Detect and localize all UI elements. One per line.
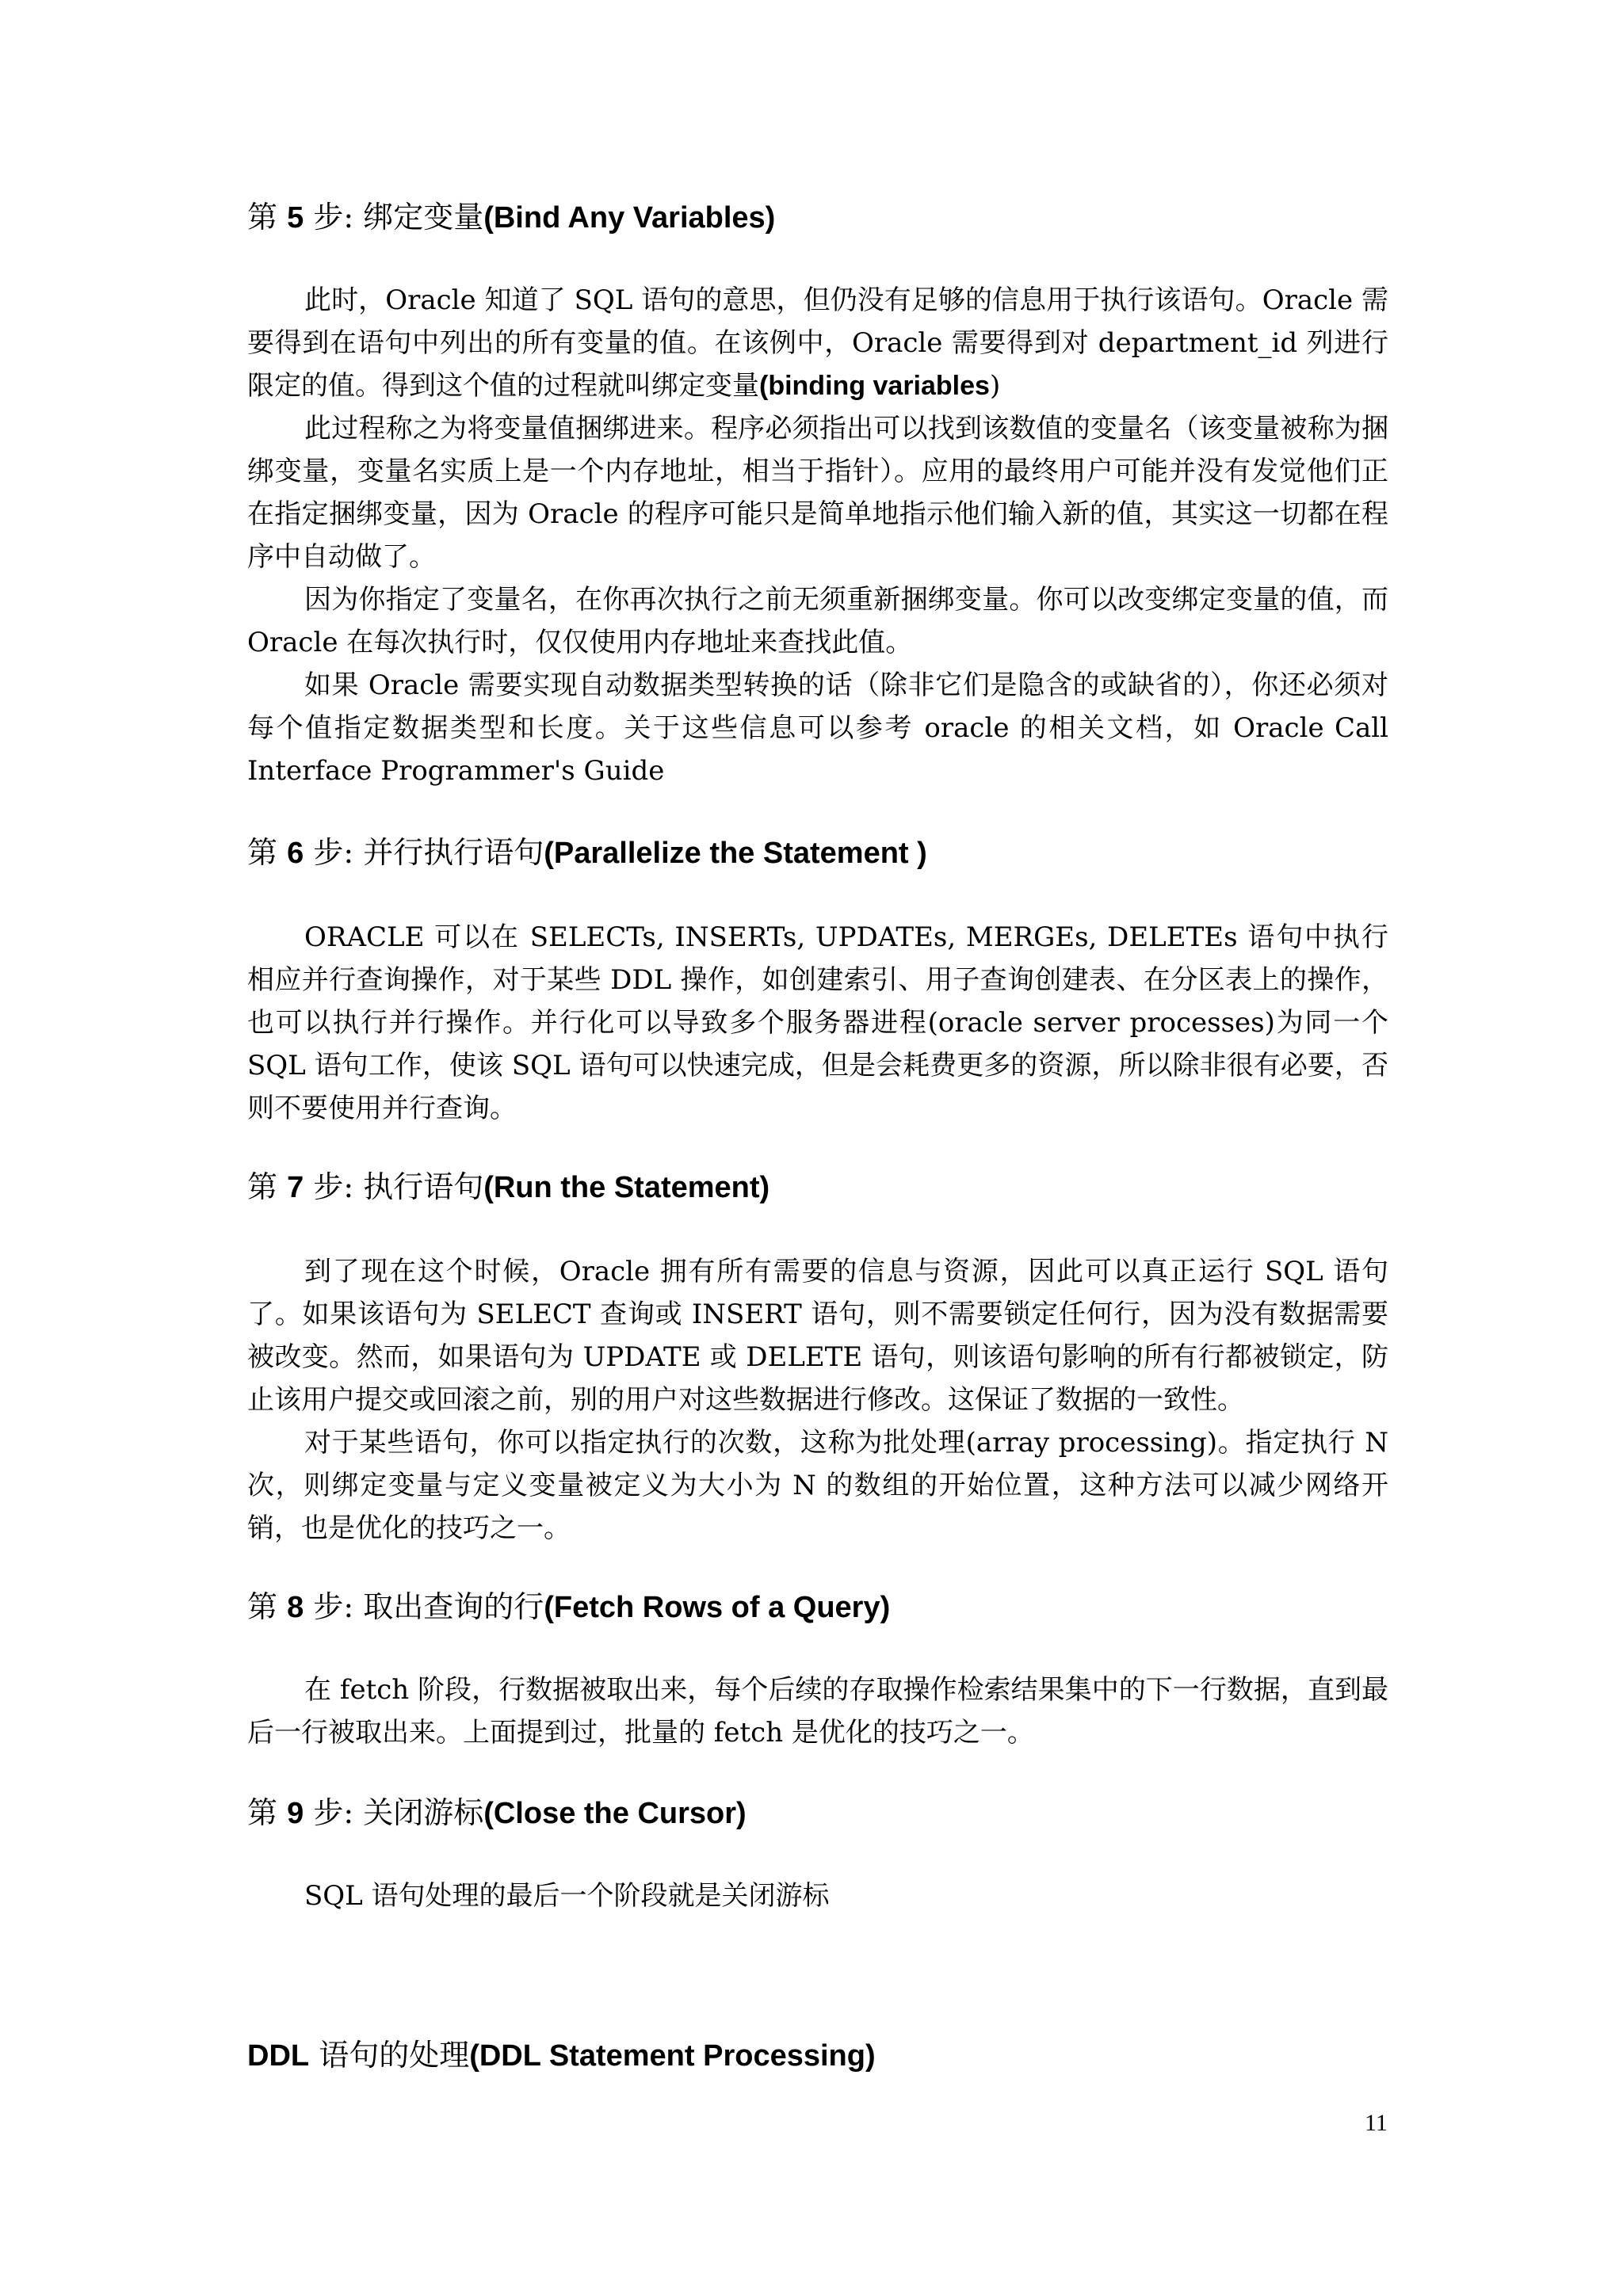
bold-term: (binding variables <box>759 371 990 401</box>
section-step-9 <box>247 1792 1388 1834</box>
heading-english: (Fetch Rows of a Query) <box>544 1591 891 1624</box>
step-number: 5 <box>287 201 304 235</box>
section-step-7-body <box>247 1250 1388 1550</box>
section-step-6 <box>247 832 1388 874</box>
heading-english: DDL <box>247 2039 310 2073</box>
section-step-6-body <box>247 916 1388 1130</box>
step-number: 6 <box>287 837 304 870</box>
heading-step-7 <box>247 1166 1388 1208</box>
heading-step-9 <box>247 1792 1388 1834</box>
step-number: 9 <box>287 1797 304 1830</box>
heading-prefix: 第 <box>247 1795 288 1830</box>
heading-english: (Close the Cursor) <box>483 1797 747 1830</box>
section-step-8 <box>247 1586 1388 1628</box>
section-ddl <box>247 2035 1388 2077</box>
paragraph-text: 此时，Oracle 知道了 SQL 语句的意思，但仍没有足够的信息用于执行该语句。Oracle 需要得到在语句中列出的所有变量的值。在该例中，Oracle 需要得到对 department_id 列进行限定的值。得到这个值的过程就叫绑定变量 <box>247 284 1388 402</box>
heading-english: (Bind Any Variables) <box>483 201 776 235</box>
heading-prefix: 第 <box>247 1589 288 1624</box>
heading-prefix: 第 <box>247 200 288 235</box>
paragraph: 如果 Oracle 需要实现自动数据类型转换的话（除非它们是隐含的或缺省的），你还必须对每个值指定数据类型和长度。关于这些信息可以参考 oracle 的相关文档，如 Oracle Call Interface Programmer's Guide <box>247 669 1388 787</box>
section-step-8-body <box>247 1669 1388 1754</box>
section-step-5 <box>247 196 1388 238</box>
paragraph: 因为你指定了变量名，在你再次执行之前无须重新捆绑变量。你可以改变绑定变量的值，而 Oracle 在每次执行时，仅仅使用内存地址来查找此值。 <box>247 584 1388 658</box>
heading-title: 语句的处理 <box>309 2038 470 2073</box>
paragraph: ORACLE 可以在 SELECTs, INSERTs, UPDATEs, MERGEs, DELETEs 语句中执行相应并行查询操作，对于某些 DDL 操作，如创建索引、用子查询创建表、在分区表上的操作，也可以执行并行操作。并行化可以导致多个服务器进程(oracle server processes)为同一个 SQL 语句工作，使该 SQL 语句可以快速完成，但是会耗费更多的资源，所以除非很有必要，否则不要使用并行查询。 <box>247 921 1388 1124</box>
heading-title: 步: 取出查询的行 <box>304 1589 544 1624</box>
paragraph-text: ) <box>989 370 1001 402</box>
heading-english: (Parallelize the Statement ) <box>544 837 927 870</box>
heading-title: 步: 并行执行语句 <box>304 835 544 870</box>
heading-ddl <box>247 2035 1388 2077</box>
step-number: 8 <box>287 1591 304 1624</box>
heading-english: (Run the Statement) <box>483 1171 770 1204</box>
section-step-7 <box>247 1166 1388 1208</box>
page-number: 11 <box>1365 2110 1388 2136</box>
paragraph: SQL 语句处理的最后一个阶段就是关闭游标 <box>304 1880 830 1912</box>
heading-prefix: 第 <box>247 1169 288 1204</box>
heading-title: 步: 执行语句 <box>304 1169 484 1204</box>
heading-step-5 <box>247 196 1388 238</box>
heading-step-6 <box>247 832 1388 874</box>
heading-step-8 <box>247 1586 1388 1628</box>
paragraph <box>247 279 1388 407</box>
paragraph: 此过程称之为将变量值捆绑进来。程序必须指出可以找到该数值的变量名（该变量被称为捆绑变量，变量名实质上是一个内存地址，相当于指针）。应用的最终用户可能并没有发觉他们正在指定捆绑变量，因为 Oracle 的程序可能只是简单地指示他们输入新的值，其实这一切都在程序中自动做了。 <box>247 413 1388 573</box>
heading-title: 步: 关闭游标 <box>304 1795 484 1830</box>
heading-title: 步: 绑定变量 <box>304 200 484 235</box>
paragraph: 在 fetch 阶段，行数据被取出来，每个后续的存取操作检索结果集中的下一行数据，直到最后一行被取出来。上面提到过，批量的 fetch 是优化的技巧之一。 <box>247 1674 1388 1749</box>
paragraph: 到了现在这个时候，Oracle 拥有所有需要的信息与资源，因此可以真正运行 SQL 语句了。如果该语句为 SELECT 查询或 INSERT 语句，则不需要锁定任何行，因为没有数据需要被改变。然而，如果语句为 UPDATE 或 DELETE 语句，则该语句影响的所有行都被锁定，防止该用户提交或回滚之前，别的用户对这些数据进行修改。这保证了数据的一致性。 <box>247 1256 1388 1416</box>
section-step-9-body <box>247 1875 1388 1917</box>
step-number: 7 <box>287 1171 304 1204</box>
heading-prefix: 第 <box>247 835 288 870</box>
section-step-5-body <box>247 279 1388 792</box>
paragraph: 对于某些语句，你可以指定执行的次数，这称为批处理(array processing)。指定执行 N 次，则绑定变量与定义变量被定义为大小为 N 的数组的开始位置，这种方法可以减少网络开销，也是优化的技巧之一。 <box>247 1427 1388 1544</box>
heading-english: (DDL Statement Processing) <box>469 2039 876 2073</box>
